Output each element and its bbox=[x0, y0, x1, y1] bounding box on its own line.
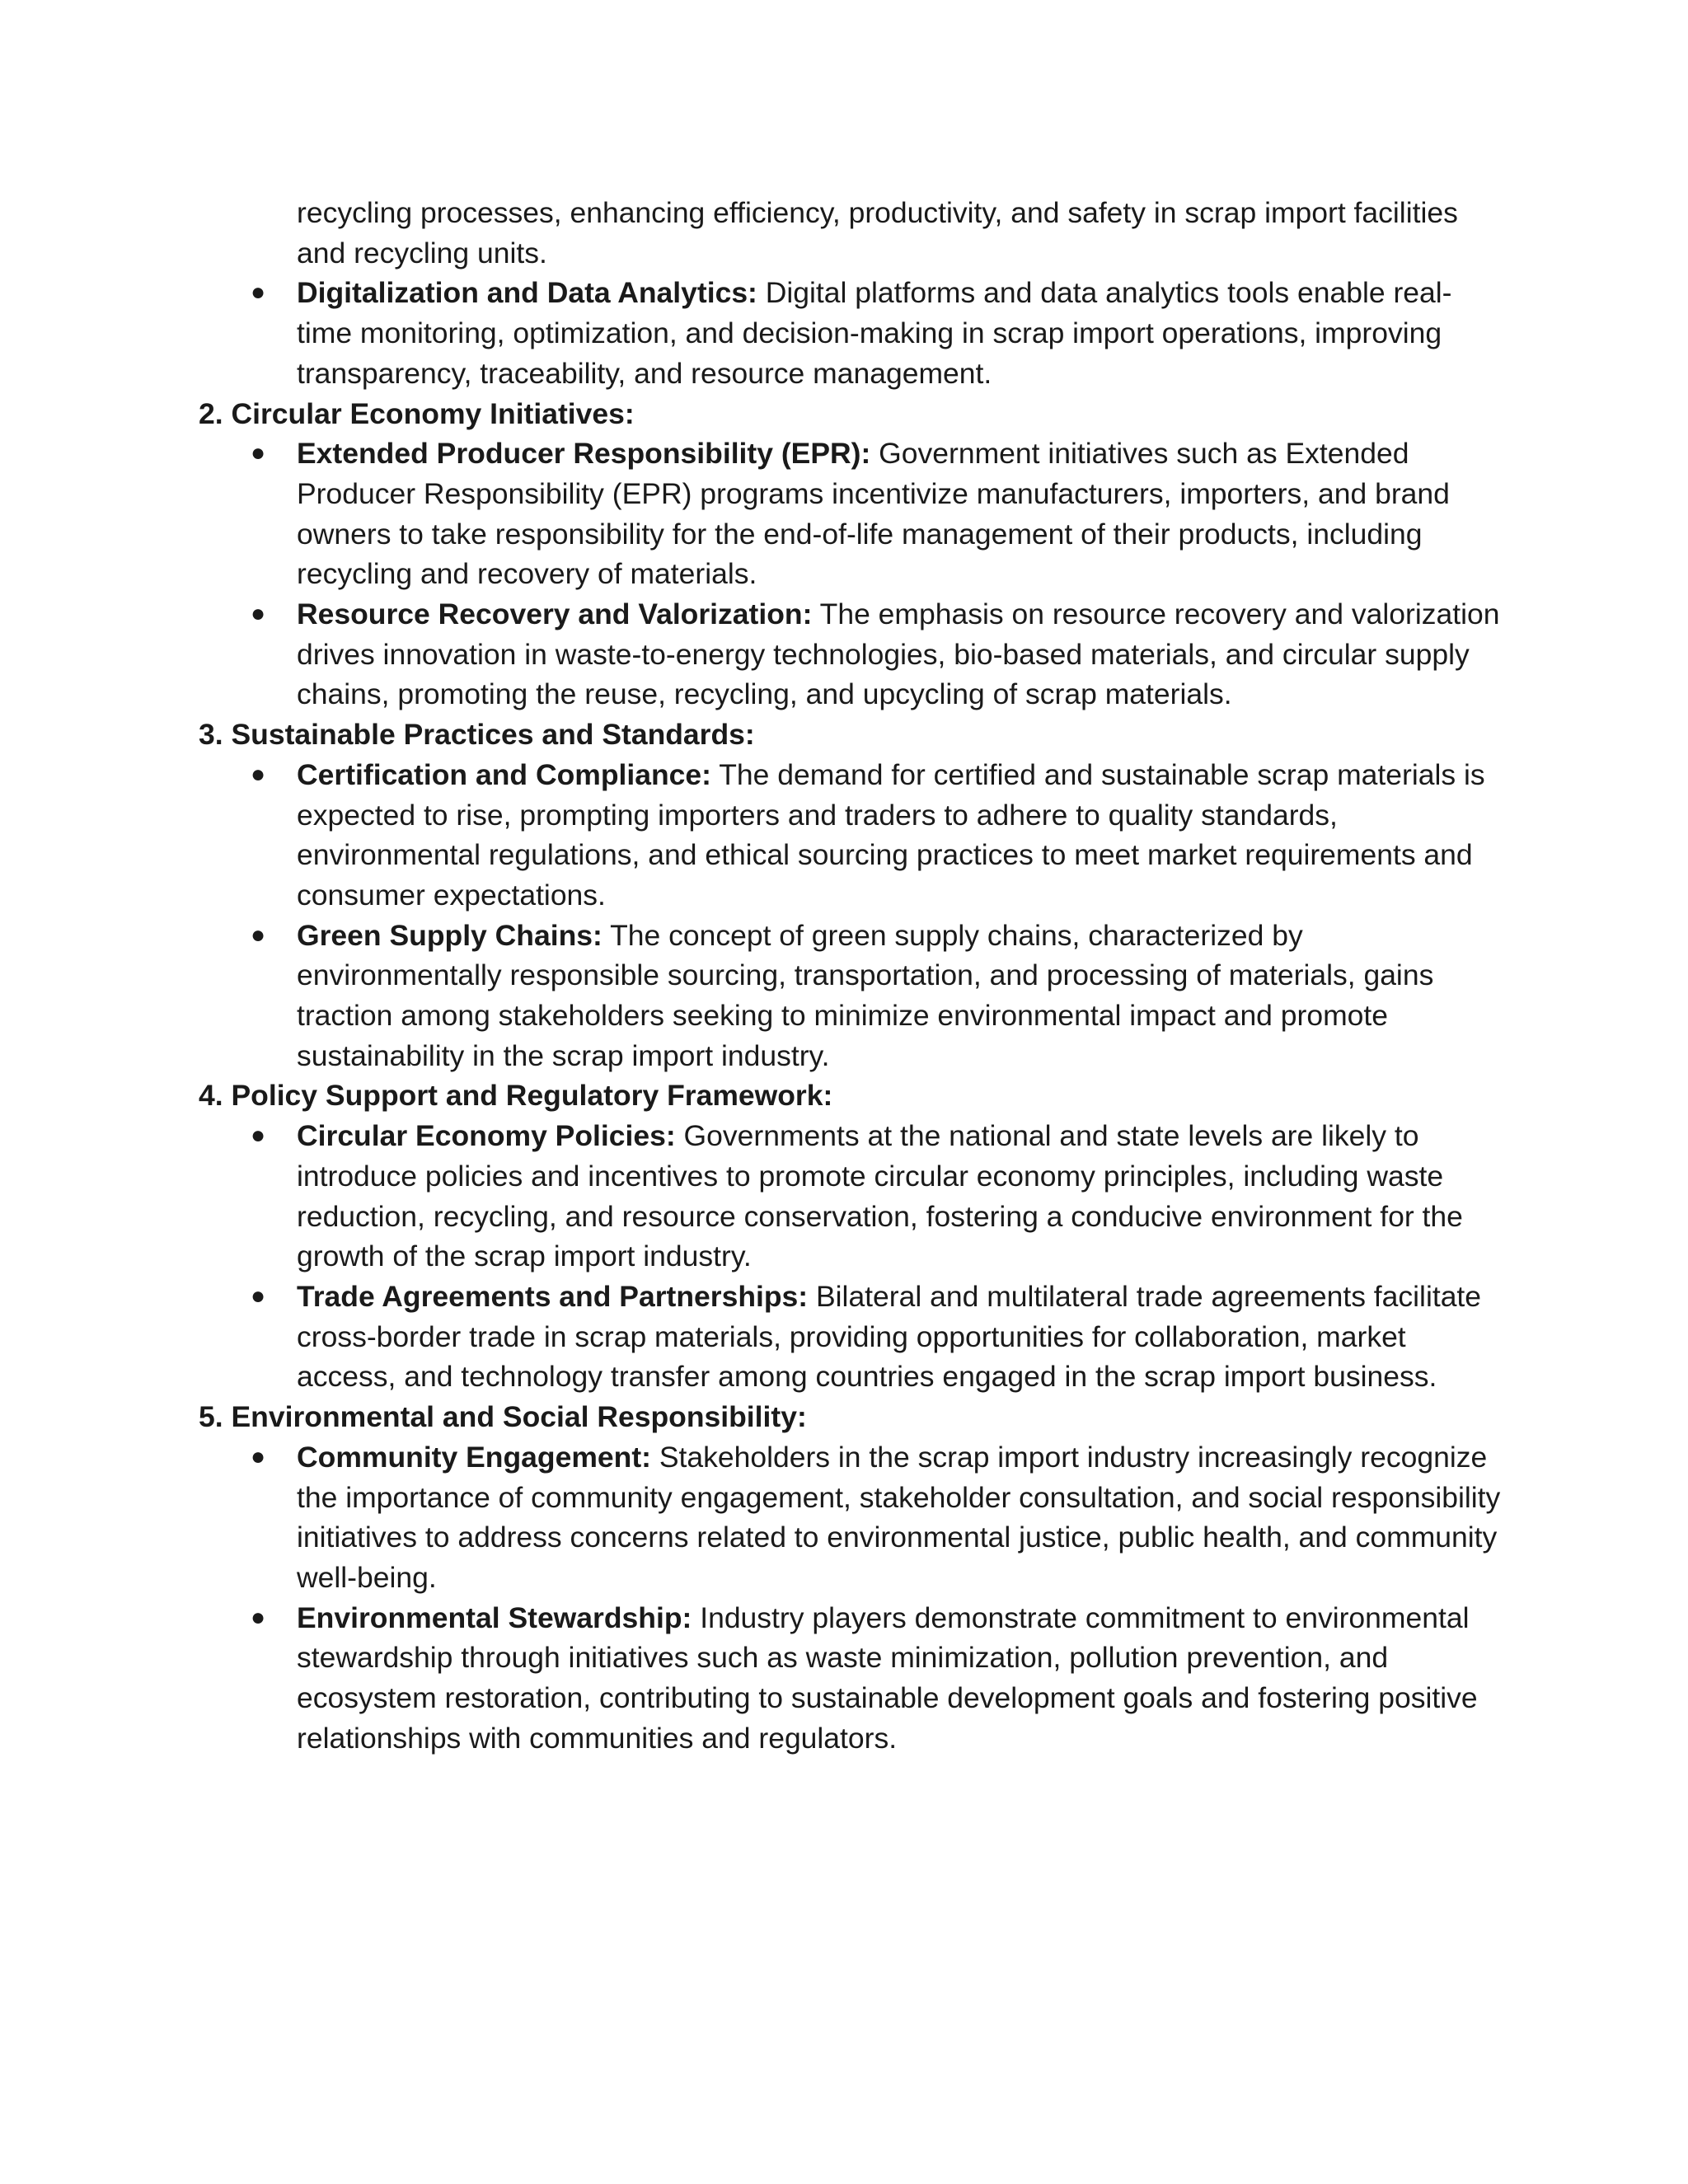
section-heading-sustainable-practices: 3. Sustainable Practices and Standards: bbox=[199, 718, 755, 752]
bullet-text: Stakeholders in the scrap import industry increasingly recognize the importance of community engagement, stakeholder consultation, and social responsibility initiatives to address concerns related to environmental justice, public health, and community well-being. bbox=[297, 1440, 1501, 1594]
bullet-term: Circular Economy Policies: bbox=[297, 1119, 676, 1153]
bullet-item-trade-agreements bbox=[0, 1277, 1688, 1397]
bullet-text: Bilateral and multilateral trade agreements facilitate cross-border trade in scrap materials, providing opportunities for collaboration, market access, and technology transfer among countries engaged in the scrap import business. bbox=[297, 1279, 1482, 1394]
bullet-item-community-engagement bbox=[0, 1437, 1688, 1598]
bullet-item-digitalization bbox=[0, 273, 1688, 393]
bullet-icon: ● bbox=[251, 1122, 266, 1150]
bullet-term: Environmental Stewardship: bbox=[297, 1601, 692, 1634]
section-heading-circular-economy: 2. Circular Economy Initiatives: bbox=[199, 396, 635, 430]
bullet-item-epr bbox=[0, 434, 1688, 594]
bullet-term: Resource Recovery and Valorization: bbox=[297, 598, 813, 631]
bullet-item-green-supply-chains bbox=[0, 916, 1688, 1076]
bullet-icon: ● bbox=[251, 921, 266, 949]
bullet-item-environmental-stewardship bbox=[0, 1598, 1688, 1759]
bullet-term: Trade Agreements and Partnerships: bbox=[297, 1279, 809, 1313]
bullet-text: Government initiatives such as Extended Producer Responsibility (EPR) programs incentivize manufacturers, importers, and brand owners to take responsibility for the end-of-life management of their products, including recycling and recovery of materials. bbox=[297, 437, 1450, 591]
intro-paragraph: recycling processes, enhancing efficiency, productivity, and safety in scrap import facilities and recycling units. bbox=[297, 196, 1458, 269]
bullet-text: The emphasis on resource recovery and valorization drives innovation in waste-to-energy technologies, bio-based materials, and circular supply chains, promoting the reuse, recycling, and upcycling of scrap materials. bbox=[297, 598, 1500, 711]
bullet-icon: ● bbox=[251, 600, 266, 628]
section-heading-environmental-social: 5. Environmental and Social Responsibility: bbox=[199, 1400, 807, 1434]
bullet-text: Industry players demonstrate commitment to environmental stewardship through initiatives such as waste minimization, pollution prevention, and ecosystem restoration, contributing to sustainable development goals and fostering positive relationships with communities and regulators. bbox=[297, 1601, 1478, 1755]
bullet-term: Digitalization and Data Analytics: bbox=[297, 276, 757, 310]
bullet-term: Green Supply Chains: bbox=[297, 918, 603, 952]
bullet-text: Governments at the national and state levels are likely to introduce policies and incentives to promote circular economy principles, including waste reduction, recycling, and resource conservation, fostering a conducive environment for the growth of the scrap import industry. bbox=[297, 1119, 1463, 1273]
bullet-item-resource-recovery bbox=[0, 594, 1688, 715]
bullet-text: Digital platforms and data analytics tools enable real-time monitoring, optimization, and decision-making in scrap import operations, improving transparency, traceability, and resource management. bbox=[297, 276, 1452, 390]
bullet-text: The concept of green supply chains, characterized by environmentally responsible sourcing, transportation, and processing of materials, gains traction among stakeholders seeking to minimize environmental impact and promote sustainability in the scrap import industry. bbox=[297, 918, 1434, 1072]
bullet-item-certification bbox=[0, 755, 1688, 916]
bullet-term: Extended Producer Responsibility (EPR): bbox=[297, 437, 871, 471]
bullet-icon: ● bbox=[251, 439, 266, 467]
bullet-text: The demand for certified and sustainable scrap materials is expected to rise, prompting importers and traders to adhere to quality standards, environmental regulations, and ethical sourcing practices to meet market requirements and consumer expectations. bbox=[297, 757, 1485, 912]
bullet-icon: ● bbox=[251, 1442, 266, 1470]
bullet-icon: ● bbox=[251, 760, 266, 788]
document-body bbox=[0, 193, 1688, 1758]
bullet-icon: ● bbox=[251, 279, 266, 307]
bullet-icon: ● bbox=[251, 1603, 266, 1631]
bullet-icon: ● bbox=[251, 1282, 266, 1310]
bullet-term: Certification and Compliance: bbox=[297, 757, 711, 791]
section-heading-policy-support: 4. Policy Support and Regulatory Framework: bbox=[199, 1079, 833, 1113]
bullet-item-circular-economy-policies bbox=[0, 1116, 1688, 1277]
bullet-term: Community Engagement: bbox=[297, 1440, 651, 1474]
